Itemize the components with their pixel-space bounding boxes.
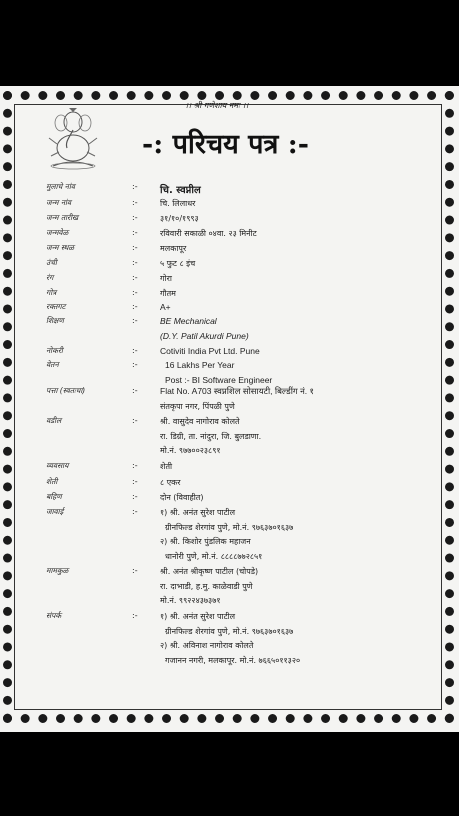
- field-label: वेतन: [46, 360, 59, 369]
- field-value: मो.नं. ९९२२४३७३७१: [160, 596, 221, 605]
- field-separator: :-: [132, 288, 138, 297]
- field-value: श्री. वासुदेव नागोराव कोलते: [160, 417, 240, 426]
- field-label: संपर्क: [46, 611, 62, 620]
- field-label: जन्मवेळ: [46, 228, 69, 237]
- field-value: गौतम: [160, 289, 176, 298]
- field-value: श्री. अनंत श्रीकृष्ण पाटील (चोपडे): [160, 567, 259, 576]
- field-label: मामकुळ: [46, 566, 69, 575]
- field-value: रा. दाभाडी, ह.मु. काळेवाडी पुणे: [160, 581, 253, 591]
- field-value: १) श्री. अनंत सुरेश पाटील: [160, 612, 236, 621]
- field-value: २) श्री. किशोर पुंडलिक महाजन: [160, 537, 251, 546]
- field-value: गजानन नगरी, मलकापूर. मो.नं. ७६६५०११३२०: [165, 655, 301, 665]
- field-value: (D.Y. Patil Akurdi Pune): [160, 330, 249, 341]
- field-separator: :-: [132, 566, 138, 575]
- field-value: १) श्री. अनंत सुरेश पाटील: [160, 508, 236, 517]
- field-value: मो.नं. ९७७००२३८९१: [160, 446, 221, 455]
- field-value: मलकापूर: [160, 244, 187, 253]
- field-label: व्यवसाय: [46, 461, 69, 470]
- field-value: ग्रीनफिल्ड शेरगांव पुणे, मो.नं. ९७६३७०१६३७: [165, 522, 294, 532]
- field-separator: :-: [132, 461, 138, 470]
- field-value: गोरा: [160, 274, 172, 283]
- field-value: ५ फुट ८ इंच: [160, 259, 196, 268]
- field-separator: :-: [132, 198, 138, 207]
- field-value: चि. लिलाधर: [160, 199, 196, 208]
- page-title: -: परिचय पत्र :-: [142, 129, 309, 160]
- field-value: शेती: [160, 462, 173, 471]
- field-separator: :-: [132, 346, 138, 355]
- field-separator: :-: [132, 611, 138, 620]
- invocation-text: ।। श्री गणेशाय नमः ।।: [185, 101, 249, 110]
- field-label: रक्तगट: [46, 302, 66, 311]
- field-value: रा. डिग्री, ता. नांदुरा, जि. बुलडाणा.: [160, 431, 262, 441]
- field-separator: :-: [132, 477, 138, 486]
- field-label: रंग: [46, 273, 54, 282]
- field-separator: :-: [132, 416, 138, 425]
- field-label: मुलाचे नांव: [46, 182, 75, 191]
- field-separator: :-: [132, 182, 138, 191]
- field-value: चि. स्वप्नील: [160, 185, 201, 196]
- field-value: रविवारी सकाळी ०४वा. २३ मिनीट: [160, 229, 257, 238]
- field-value: ८ एकर: [160, 478, 181, 487]
- ganesha-illustration: [45, 108, 101, 170]
- field-separator: :-: [132, 243, 138, 252]
- field-value: BE Mechanical: [160, 316, 217, 326]
- field-label: जन्म तारीख: [46, 213, 79, 222]
- field-separator: :-: [132, 360, 138, 369]
- field-label: जन्म नांव: [46, 198, 72, 207]
- field-separator: :-: [132, 302, 138, 311]
- field-separator: :-: [132, 507, 138, 516]
- field-value: A+: [160, 302, 171, 312]
- field-label: बहिण: [46, 492, 62, 501]
- field-value: ३१/१०/१९९३: [160, 214, 199, 223]
- field-label: नोकरी: [46, 346, 63, 355]
- field-separator: :-: [132, 213, 138, 222]
- field-separator: :-: [132, 386, 138, 395]
- field-label: शेती: [46, 477, 58, 486]
- field-label: जन्म स्थळ: [46, 243, 75, 252]
- field-value: Post :- BI Software Engineer: [165, 374, 273, 385]
- field-label: जावाई: [46, 507, 64, 516]
- field-label: गोत्र: [46, 288, 57, 297]
- field-value: Cotiviti India Pvt Ltd. Pune: [160, 346, 260, 356]
- field-label: पत्ता (स्वतःचा): [46, 386, 86, 395]
- field-label: उंची: [46, 258, 57, 267]
- field-label: वडील: [46, 416, 62, 425]
- field-value: धानोरी पुणे, मो.नं. ८८८८७७२८५१: [165, 551, 263, 561]
- field-separator: :-: [132, 316, 138, 325]
- field-separator: :-: [132, 492, 138, 501]
- field-value: संतकृपा नगर, पिंपळी पुणे: [160, 401, 235, 411]
- field-value: 16 Lakhs Per Year: [165, 360, 235, 370]
- field-value: २) श्री. अविनाश नागोराव कोलते: [160, 641, 254, 650]
- field-separator: :-: [132, 228, 138, 237]
- field-value: दोन (विवाहीत): [160, 493, 204, 502]
- field-separator: :-: [132, 273, 138, 282]
- field-value: Flat No. A703 स्वप्नशिल सोसायटी, बिल्डींग नं. १: [160, 386, 314, 396]
- field-value: ग्रीनफिल्ड शेरगांव पुणे, मो.नं. ९७६३७०१६३७: [165, 626, 294, 636]
- field-label: शिक्षण: [46, 316, 64, 325]
- field-separator: :-: [132, 258, 138, 267]
